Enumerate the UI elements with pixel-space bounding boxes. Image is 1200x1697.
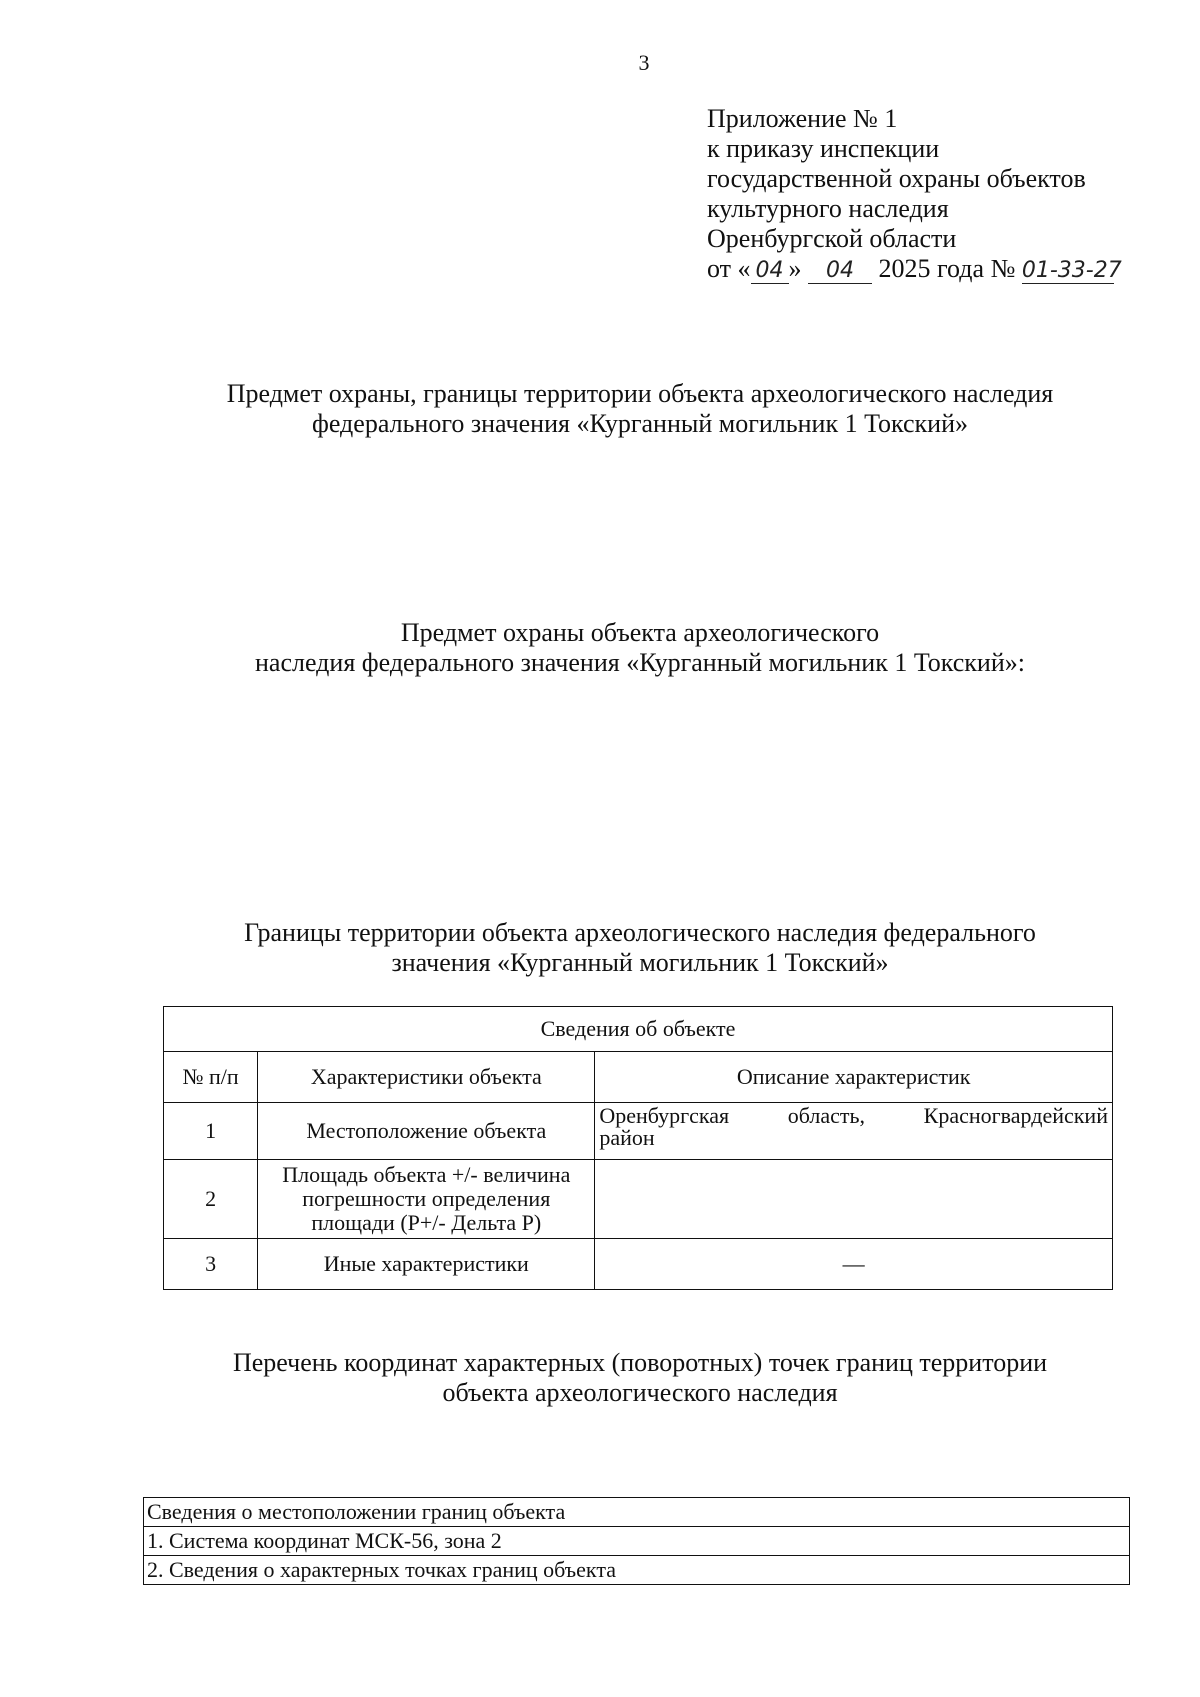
appendix-header [707, 104, 1122, 284]
table-title: Сведения об объекте [164, 1007, 1113, 1052]
date-prefix: от « [707, 254, 751, 283]
table-row [164, 1239, 1113, 1290]
row-num: 2 [164, 1160, 258, 1239]
desc-word: Красногвардейский [923, 1103, 1108, 1128]
appendix-line: государственной охраны объектов [707, 164, 1086, 193]
appendix-line: Оренбургской области [707, 224, 957, 253]
main-heading [40, 379, 1200, 439]
borders-heading [40, 918, 1200, 978]
table-row [144, 1498, 1130, 1527]
appendix-line: культурного наследия [707, 194, 949, 223]
handwritten-month: 04 [808, 259, 872, 284]
heading-line: Границы территории объекта археологического наследия федерального [244, 918, 1036, 947]
row-desc [595, 1103, 1113, 1160]
coord-row-text: 1. Система координат МСК-56, зона 2 [144, 1527, 1130, 1556]
row-char: Местоположение объекта [258, 1103, 595, 1160]
heading-line: Перечень координат характерных (поворотных) точек границ территории [232, 1348, 1048, 1377]
char-line: Площадь объекта +/- величина [282, 1162, 571, 1187]
handwritten-day: 04 [751, 259, 789, 284]
page-number: 3 [638, 50, 650, 75]
desc-word: Оренбургская [599, 1103, 730, 1128]
desc-line: район [599, 1125, 655, 1150]
coords-heading [40, 1348, 1200, 1408]
table-header-row [164, 1052, 1113, 1103]
row-num: 1 [164, 1103, 258, 1160]
table-row [144, 1527, 1130, 1556]
row-char [258, 1160, 595, 1239]
appendix-date-line [707, 254, 1122, 284]
heading-line: Предмет охраны, границы территории объекта археологического наследия [226, 379, 1054, 408]
table-row [164, 1103, 1113, 1160]
date-mid: » [788, 254, 802, 283]
object-info-table [163, 1006, 1113, 1290]
coord-row-text: 2. Сведения о характерных точках границ объекта [144, 1556, 1130, 1585]
row-desc: — [595, 1239, 1113, 1290]
heading-line: Предмет охраны объекта археологического [400, 618, 880, 647]
heading-line: объекта археологического наследия [442, 1378, 838, 1407]
table-title-row [164, 1007, 1113, 1052]
heading-line: наследия федерального значения «Курганный могильник 1 Токский»: [255, 648, 1025, 677]
row-num: 3 [164, 1239, 258, 1290]
table-row [164, 1160, 1113, 1239]
desc-word: область, [787, 1103, 866, 1128]
table-row [144, 1556, 1130, 1585]
subject-heading [40, 618, 1200, 678]
heading-line: федерального значения «Курганный могильник 1 Токский» [312, 409, 968, 438]
char-line: погрешности определения [302, 1186, 551, 1211]
date-year: 2025 года № [878, 254, 1016, 283]
appendix-line: к приказу инспекции [707, 134, 940, 163]
row-char: Иные характеристики [258, 1239, 595, 1290]
row-desc [595, 1160, 1113, 1239]
col-header-char: Характеристики объекта [258, 1052, 595, 1103]
handwritten-order-number: 01-33-27 [1021, 258, 1122, 283]
heading-line: значения «Курганный могильник 1 Токский» [391, 948, 889, 977]
char-line: площади (P+/- Дельта P) [311, 1210, 542, 1235]
coordinates-table [143, 1497, 1130, 1585]
col-header-desc: Описание характеристик [595, 1052, 1113, 1103]
col-header-num: № п/п [164, 1052, 258, 1103]
appendix-line: Приложение № 1 [707, 104, 898, 133]
coord-row-text: Сведения о местоположении границ объекта [144, 1498, 1130, 1527]
